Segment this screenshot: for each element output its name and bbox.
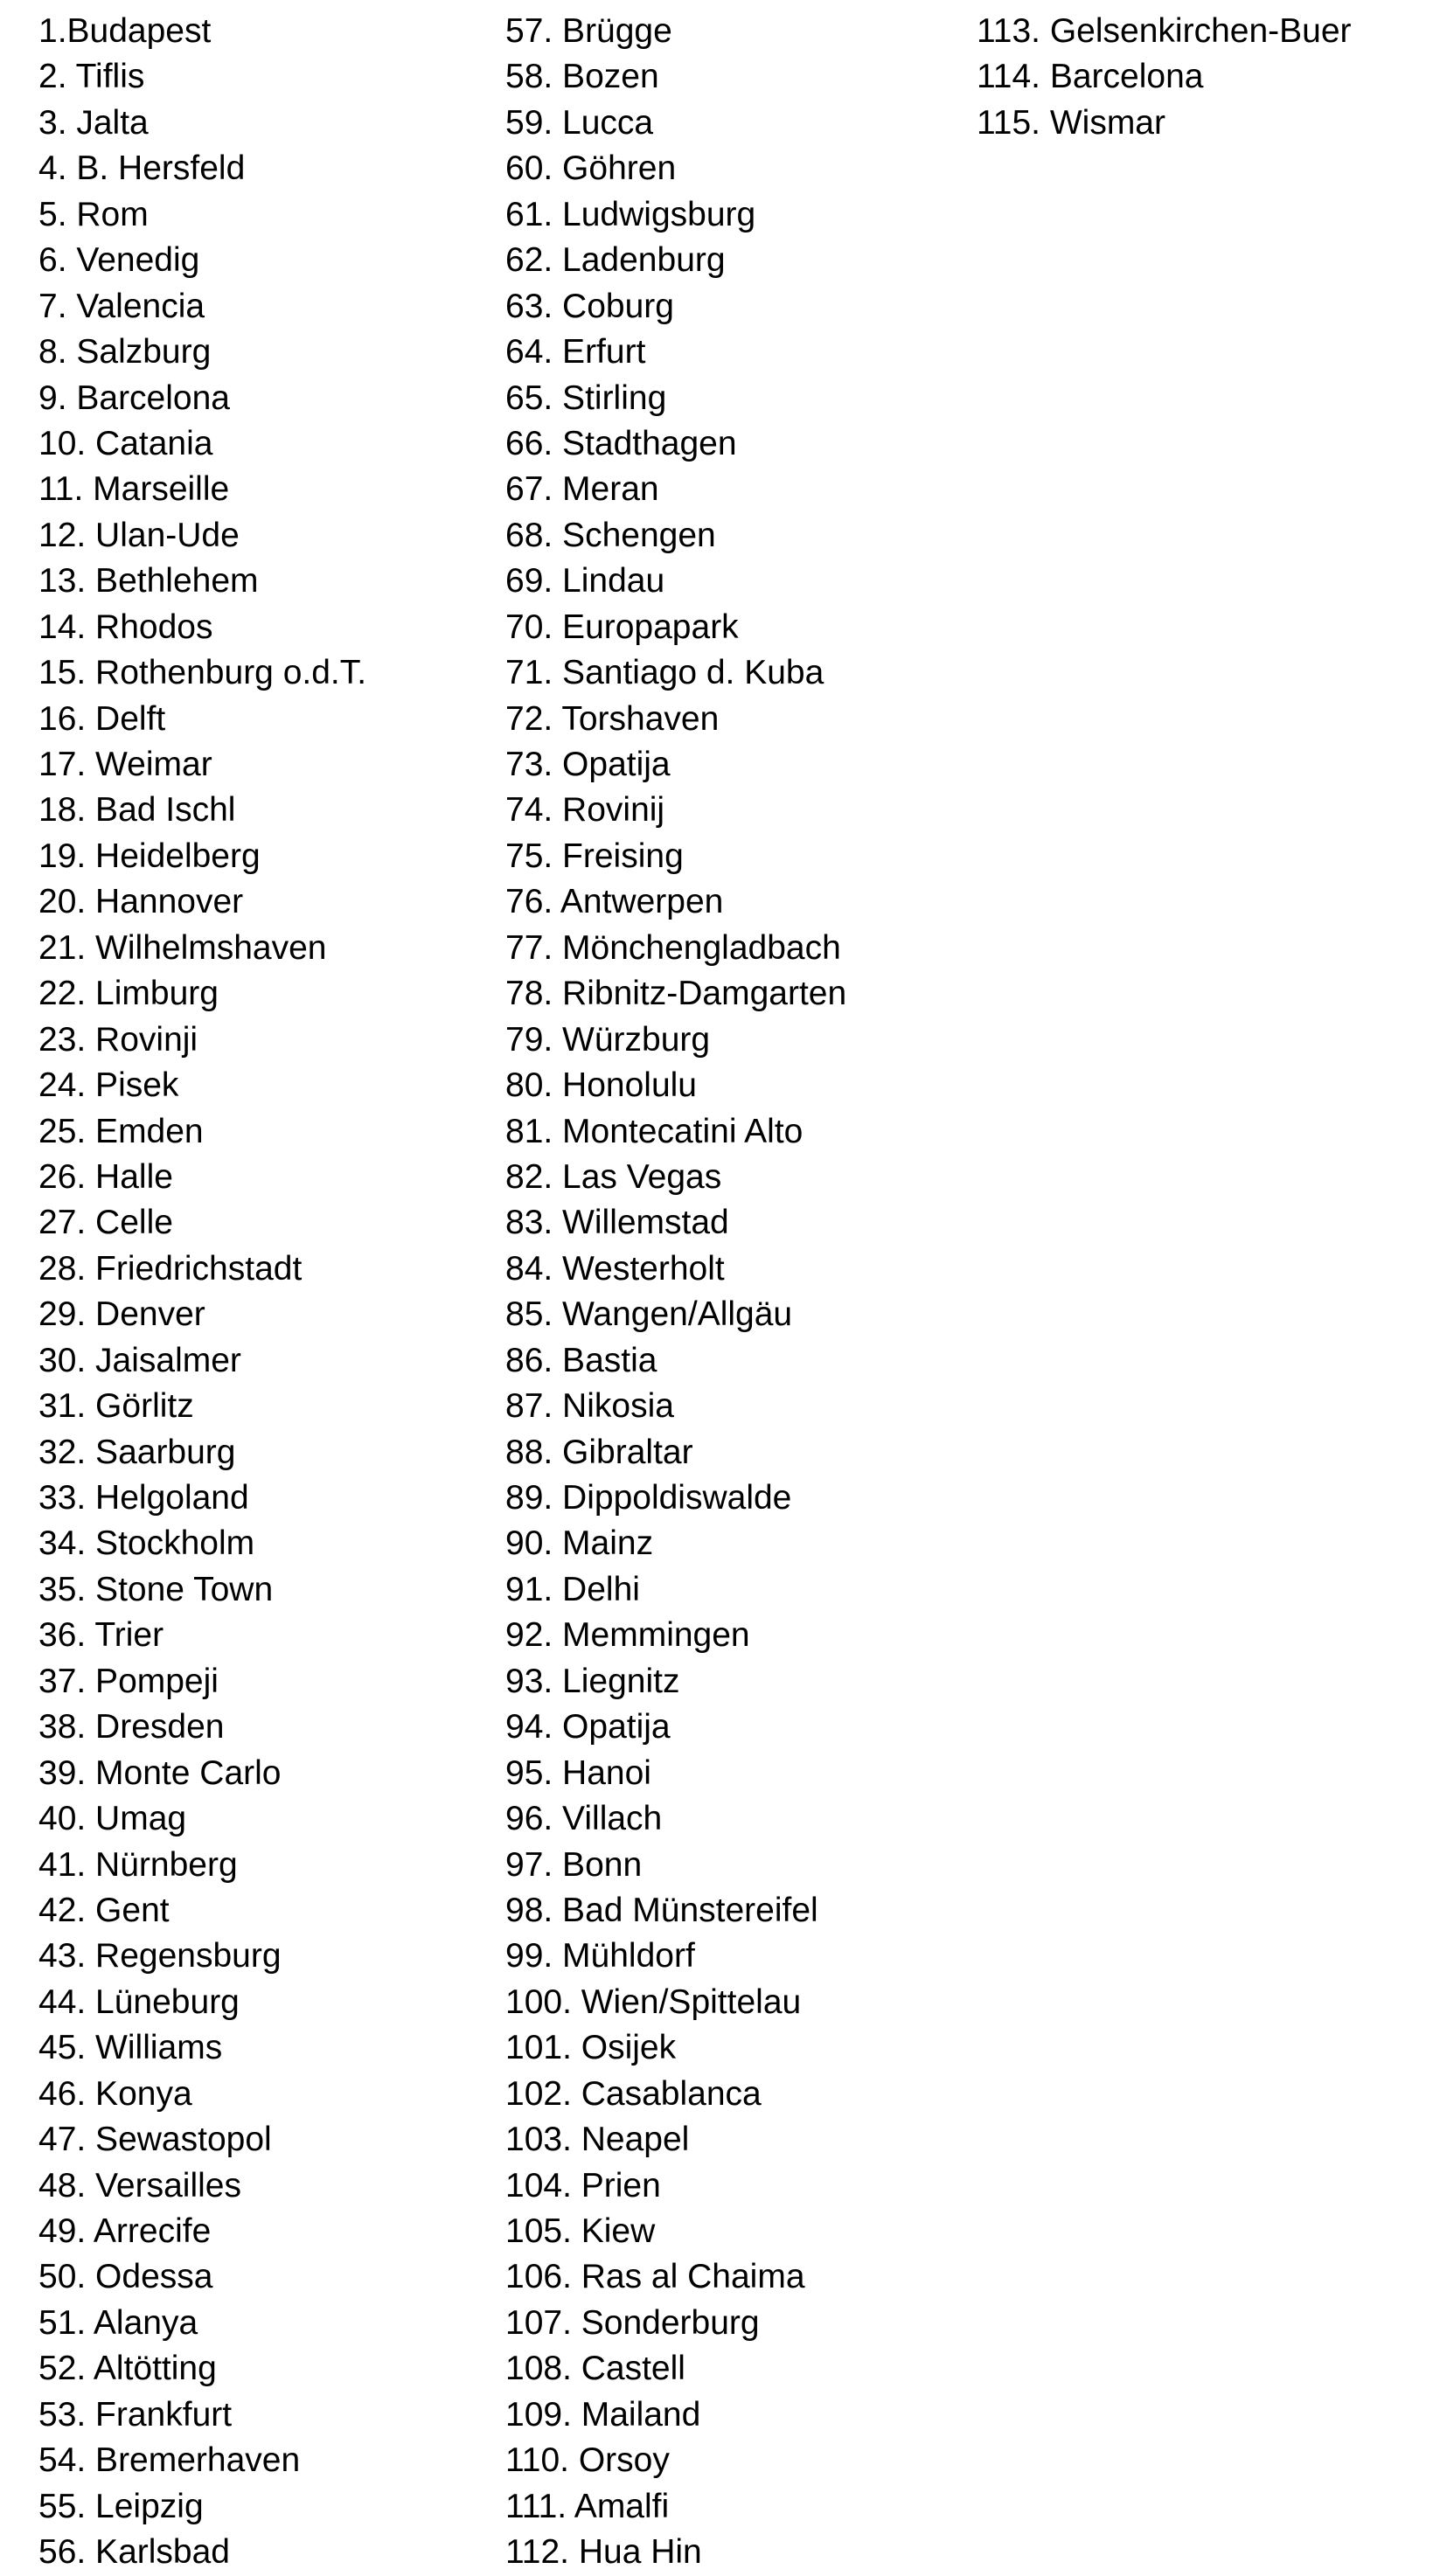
list-item: 23. Rovinji — [38, 1020, 198, 1059]
list-item: 89. Dippoldiswalde — [505, 1479, 792, 1517]
list-item: 56. Karlsbad — [38, 2533, 230, 2572]
list-item: 101. Osijek — [505, 2029, 677, 2067]
list-item: 76. Antwerpen — [505, 883, 724, 921]
list-item: 13. Bethlehem — [38, 562, 259, 601]
list-item: 99. Mühldorf — [505, 1937, 695, 1975]
list-item: 66. Stadthagen — [505, 424, 737, 462]
list-item: 86. Bastia — [505, 1341, 657, 1379]
list-item: 106. Ras al Chaima — [505, 2258, 805, 2296]
list-item: 95. Hanoi — [505, 1753, 651, 1792]
list-item: 43. Regensburg — [38, 1937, 282, 1975]
list-item: 87. Nikosia — [505, 1387, 674, 1426]
list-item: 9. Barcelona — [38, 378, 230, 417]
list-item: 65. Stirling — [505, 378, 667, 417]
list-item: 67. Meran — [505, 470, 659, 509]
list-item: 16. Delft — [38, 699, 166, 738]
list-item: 78. Ribnitz-Damgarten — [505, 975, 847, 1013]
list-item: 35. Stone Town — [38, 1570, 274, 1608]
list-item: 39. Monte Carlo — [38, 1753, 282, 1792]
list-item: 112. Hua Hin — [505, 2533, 702, 2572]
list-item: 109. Mailand — [505, 2395, 701, 2434]
list-item: 26. Halle — [38, 1157, 173, 1196]
list-item: 55. Leipzig — [38, 2487, 204, 2525]
list-item: 49. Arrecife — [38, 2212, 212, 2250]
list-item: 91. Delhi — [505, 1570, 640, 1608]
list-item: 92. Memmingen — [505, 1616, 750, 1655]
list-item: 15. Rothenburg o.d.T. — [38, 654, 367, 692]
list-item: 59. Lucca — [505, 103, 654, 142]
list-item: 24. Pisek — [38, 1066, 179, 1105]
list-item: 90. Mainz — [505, 1524, 654, 1563]
list-item: 97. Bonn — [505, 1845, 643, 1884]
list-item: 107. Sonderburg — [505, 2303, 760, 2342]
list-item: 4. B. Hersfeld — [38, 149, 246, 188]
list-item: 61. Ludwigsburg — [505, 195, 756, 233]
list-item: 22. Limburg — [38, 975, 219, 1013]
list-item: 110. Orsoy — [505, 2441, 670, 2480]
list-item: 108. Castell — [505, 2350, 685, 2388]
list-item: 21. Wilhelmshaven — [38, 928, 327, 967]
list-item: 77. Mönchengladbach — [505, 928, 841, 967]
list-item: 103. Neapel — [505, 2121, 690, 2159]
list-item: 6. Venedig — [38, 241, 200, 280]
list-item: 7. Valencia — [38, 287, 205, 325]
list-column-1 — [38, 9, 493, 2576]
list-item: 79. Würzburg — [505, 1020, 711, 1059]
list-item: 113. Gelsenkirchen-Buer — [977, 12, 1352, 50]
list-item: 69. Lindau — [505, 562, 665, 601]
list-item: 52. Altötting — [38, 2350, 217, 2388]
list-item: 53. Frankfurt — [38, 2395, 233, 2434]
list-item: 11. Marseille — [38, 470, 230, 509]
list-column-3 — [977, 9, 1431, 146]
list-item: 81. Montecatini Alto — [505, 1112, 804, 1150]
list-item: 36. Trier — [38, 1616, 164, 1655]
list-item: 40. Umag — [38, 1800, 187, 1838]
list-item: 50. Odessa — [38, 2258, 213, 2296]
list-item: 25. Emden — [38, 1112, 204, 1150]
list-item: 5. Rom — [38, 195, 149, 233]
list-item: 32. Saarburg — [38, 1433, 236, 1471]
list-item: 71. Santiago d. Kuba — [505, 654, 824, 692]
list-item: 12. Ulan-Ude — [38, 516, 240, 554]
list-item: 37. Pompeji — [38, 1662, 219, 1700]
list-item: 93. Liegnitz — [505, 1662, 680, 1700]
list-item: 60. Göhren — [505, 149, 677, 188]
list-item: 42. Gent — [38, 1891, 170, 1929]
list-item: 41. Nürnberg — [38, 1845, 238, 1884]
list-item: 83. Willemstad — [505, 1204, 729, 1242]
list-item: 51. Alanya — [38, 2303, 198, 2342]
list-item: 84. Westerholt — [505, 1249, 725, 1288]
list-item: 54. Bremerhaven — [38, 2441, 301, 2480]
list-item: 3. Jalta — [38, 103, 149, 142]
list-item: 45. Williams — [38, 2029, 223, 2067]
list-item: 33. Helgoland — [38, 1479, 249, 1517]
list-item: 104. Prien — [505, 2166, 661, 2205]
list-item: 2. Tiflis — [38, 58, 145, 96]
list-item: 48. Versailles — [38, 2166, 241, 2205]
list-item: 70. Europapark — [505, 608, 739, 646]
list-item: 88. Gibraltar — [505, 1433, 693, 1471]
list-item: 115. Wismar — [977, 103, 1165, 142]
list-item: 30. Jaisalmer — [38, 1341, 241, 1379]
list-item: 72. Torshaven — [505, 699, 720, 738]
list-item: 96. Villach — [505, 1800, 663, 1838]
list-item: 100. Wien/Spittelau — [505, 1982, 802, 2021]
list-item: 105. Kiew — [505, 2212, 656, 2250]
list-item: 114. Barcelona — [977, 58, 1204, 96]
list-item: 44. Lüneburg — [38, 1982, 240, 2021]
list-item: 98. Bad Münstereifel — [505, 1891, 818, 1929]
list-item: 85. Wangen/Allgäu — [505, 1295, 793, 1334]
list-item: 63. Coburg — [505, 287, 674, 325]
list-item: 46. Konya — [38, 2074, 192, 2113]
list-item: 47. Sewastopol — [38, 2121, 272, 2159]
list-item: 18. Bad Ischl — [38, 791, 236, 830]
list-item: 82. Las Vegas — [505, 1157, 722, 1196]
list-item: 10. Catania — [38, 424, 213, 462]
list-item: 102. Casablanca — [505, 2074, 762, 2113]
list-item: 17. Weimar — [38, 746, 212, 783]
list-item: 27. Celle — [38, 1204, 173, 1242]
list-item: 57. Brügge — [505, 12, 672, 50]
list-item: 94. Opatija — [505, 1708, 671, 1746]
list-item: 29. Denver — [38, 1295, 205, 1334]
list-item: 68. Schengen — [505, 516, 716, 554]
list-item: 1.Budapest — [38, 12, 212, 50]
list-item: 19. Heidelberg — [38, 837, 261, 875]
list-item: 34. Stockholm — [38, 1524, 255, 1563]
list-item: 28. Friedrichstadt — [38, 1249, 303, 1288]
list-item: 74. Rovinij — [505, 791, 665, 830]
list-item: 20. Hannover — [38, 883, 244, 921]
list-item: 8. Salzburg — [38, 333, 212, 371]
list-item: 75. Freising — [505, 837, 684, 875]
list-item: 31. Görlitz — [38, 1387, 194, 1426]
list-item: 14. Rhodos — [38, 608, 213, 646]
list-item: 62. Ladenburg — [505, 241, 726, 280]
list-item: 64. Erfurt — [505, 333, 646, 371]
list-item: 73. Opatija — [505, 746, 671, 783]
list-item: 111. Amalfi — [505, 2487, 670, 2525]
list-item: 58. Bozen — [505, 58, 659, 96]
list-item: 38. Dresden — [38, 1708, 225, 1746]
list-column-2 — [505, 9, 960, 2576]
list-item: 80. Honolulu — [505, 1066, 697, 1105]
